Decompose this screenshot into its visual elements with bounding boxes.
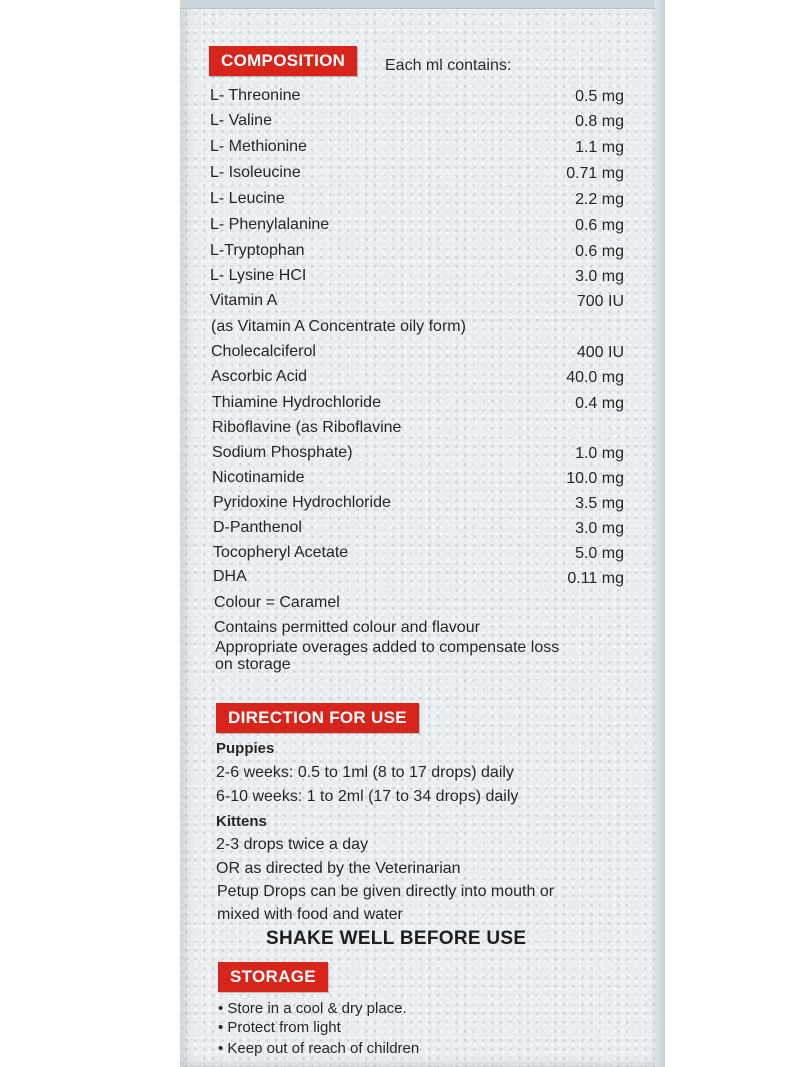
ingredient-amount: 2.2 mg xyxy=(575,191,624,208)
ingredient-name: Riboflavine (as Riboflavine xyxy=(212,419,402,436)
ingredient-amount: 5.0 mg xyxy=(575,545,624,562)
kittens-dose-2: OR as directed by the Veterinarian xyxy=(216,860,461,877)
ingredient-amount: 0.11 mg xyxy=(567,570,624,587)
ingredient-name: L- Phenylalanine xyxy=(210,216,330,233)
ingredient-amount: 3.5 mg xyxy=(575,495,624,512)
ingredient-amount: 0.6 mg xyxy=(575,217,624,234)
ingredient-name: Tocopheryl Acetate xyxy=(213,544,349,561)
ingredient-name: (as Vitamin A Concentrate oily form) xyxy=(211,318,466,335)
ingredient-name: L- Isoleucine xyxy=(210,164,301,181)
ingredient-amount: 3.0 mg xyxy=(575,268,624,285)
ingredient-name: L- Leucine xyxy=(210,190,285,207)
ingredient-name: Vitamin A xyxy=(210,292,278,309)
puppies-dose-2: 6-10 weeks: 1 to 2ml (17 to 34 drops) daily xyxy=(216,788,519,805)
overages-note-line2: on storage xyxy=(215,656,291,673)
composition-note: Each ml contains: xyxy=(385,57,512,74)
ingredient-name: L- Valine xyxy=(210,112,272,129)
permitted-note: Contains permitted colour and flavour xyxy=(214,619,480,636)
ingredient-name: DHA xyxy=(213,568,247,585)
storage-item: • Store in a cool & dry place. xyxy=(218,1000,407,1017)
ingredient-name: Pyridoxine Hydrochloride xyxy=(213,494,391,511)
ingredient-name: L- Threonine xyxy=(210,87,301,104)
ingredient-name: Thiamine Hydrochloride xyxy=(212,394,381,411)
ingredient-name: L- Methionine xyxy=(210,138,307,155)
ingredient-amount: 40.0 mg xyxy=(566,369,624,386)
box-top-flap xyxy=(180,0,665,9)
puppies-dose-1: 2-6 weeks: 0.5 to 1ml (8 to 17 drops) daily xyxy=(216,764,514,781)
shake-warning: SHAKE WELL BEFORE USE xyxy=(266,928,527,949)
ingredient-amount: 0.71 mg xyxy=(566,165,624,182)
colour-note: Colour = Caramel xyxy=(214,594,340,611)
storage-item: • Keep out of reach of children xyxy=(218,1040,420,1057)
ingredient-amount: 0.4 mg xyxy=(575,395,624,412)
ingredient-amount: 10.0 mg xyxy=(566,470,624,487)
storage-header: STORAGE xyxy=(218,962,328,992)
box-right-edge xyxy=(655,0,665,1067)
ingredient-name: L- Lysine HCI xyxy=(210,267,307,284)
puppies-title: Puppies xyxy=(216,740,275,757)
administration-note-line1: Petup Drops can be given directly into mouth or xyxy=(217,883,555,900)
ingredient-amount xyxy=(504,316,624,338)
ingredient-amount: 700 IU xyxy=(576,293,624,310)
ingredient-name: Nicotinamide xyxy=(212,469,305,486)
overages-note-line1: Appropriate overages added to compensate loss xyxy=(215,639,560,656)
storage-item: • Protect from light xyxy=(218,1019,341,1036)
ingredient-name: Sodium Phosphate) xyxy=(212,444,353,461)
ingredient-name: L-Tryptophan xyxy=(210,242,305,259)
composition-header: COMPOSITION xyxy=(209,46,357,76)
direction-header: DIRECTION FOR USE xyxy=(216,703,419,733)
ingredient-amount: 0.5 mg xyxy=(575,88,624,105)
ingredient-amount: 0.8 mg xyxy=(575,113,624,130)
ingredient-amount: 3.0 mg xyxy=(575,520,624,537)
ingredient-name: D-Panthenol xyxy=(213,519,302,536)
ingredient-amount: 0.6 mg xyxy=(575,243,624,260)
ingredient-amount xyxy=(504,417,624,439)
administration-note-line2: mixed with food and water xyxy=(217,906,403,923)
kittens-title: Kittens xyxy=(216,813,267,830)
kittens-dose-1: 2-3 drops twice a day xyxy=(216,836,369,853)
ingredient-amount: 400 IU xyxy=(576,344,624,361)
ingredient-amount: 1.0 mg xyxy=(575,445,624,462)
ingredient-name: Cholecalciferol xyxy=(211,343,316,360)
ingredient-amount: 1.1 mg xyxy=(575,139,624,156)
ingredient-name: Ascorbic Acid xyxy=(211,368,308,385)
